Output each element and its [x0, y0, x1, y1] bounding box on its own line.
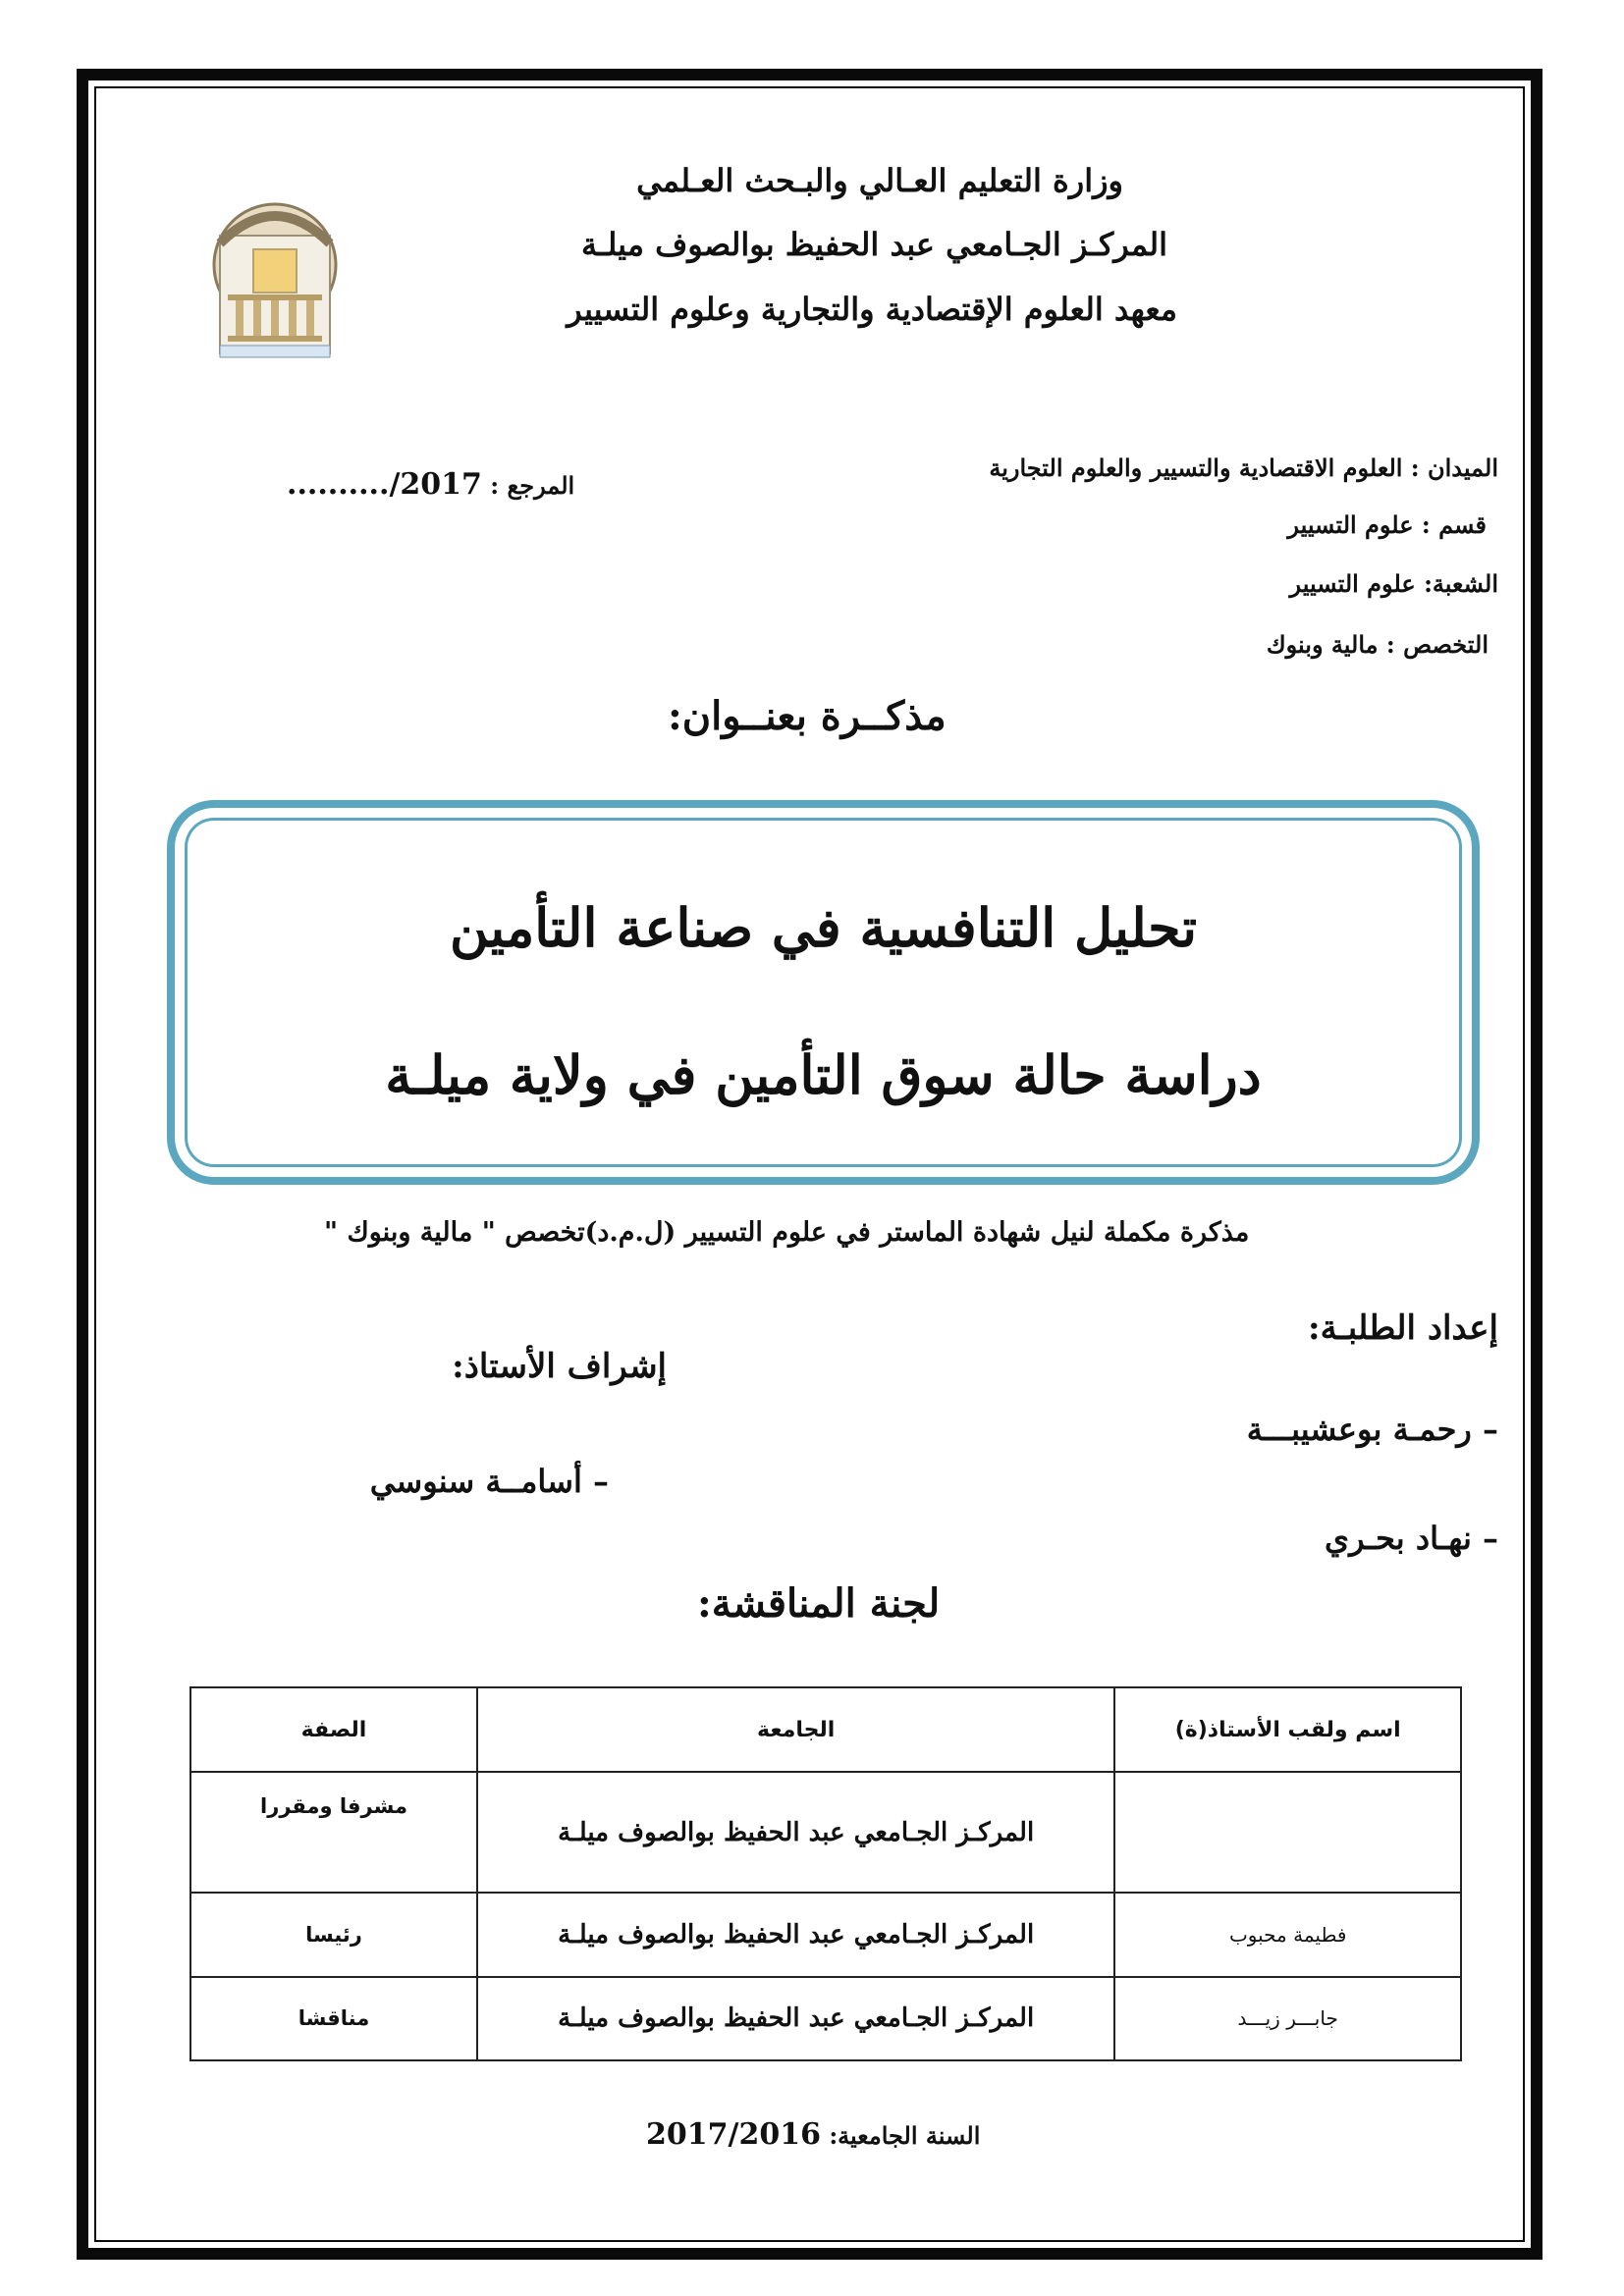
thesis-title: تحليل التنافسية في صناعة التأمين — [449, 896, 1197, 959]
header-university: الجامعة — [477, 1687, 1114, 1772]
jury-role: مشرفا ومقررا — [190, 1772, 477, 1893]
jury-university: المركـز الجـامعي عبد الحفيظ بوالصوف ميلـة — [477, 1977, 1114, 2060]
department-line: قسم : علوم التسيير — [1287, 510, 1487, 539]
supervisor-name: – أسامــة سنوسي — [369, 1463, 609, 1500]
committee-heading: لجنة المناقشة: — [697, 1580, 941, 1627]
reference-value: ........../2017 — [287, 467, 482, 502]
title-box — [167, 800, 1480, 1185]
academic-year-value: 2017/2016 — [646, 2117, 821, 2152]
jury-table — [189, 1686, 1462, 2061]
jury-university: المركـز الجـامعي عبد الحفيظ بوالصوف ميلـة — [477, 1893, 1114, 1976]
jury-role: رئيسا — [190, 1893, 477, 1976]
academic-year — [646, 2117, 980, 2152]
table-row — [190, 1772, 1461, 1893]
jury-role: مناقشا — [190, 1977, 477, 2060]
table-row — [190, 1977, 1461, 2060]
field-line: الميدان : العلوم الاقتصادية والتسيير والعلوم التجارية — [989, 454, 1498, 482]
degree-statement: مذكرة مكملة لنيل شهادة الماستر في علوم التسيير (ل.م.د)تخصص " مالية وبنوك " — [324, 1217, 1250, 1248]
supervisor-label: إشراف الأستاذ: — [452, 1347, 667, 1386]
students-label: إعداد الطلبـة: — [1308, 1308, 1498, 1348]
jury-university: المركـز الجـامعي عبد الحفيظ بوالصوف ميلـة — [477, 1772, 1114, 1893]
academic-year-label: السنة الجامعية: — [829, 2121, 981, 2150]
student-name-2: – نهـاد بحـري — [1325, 1520, 1498, 1557]
jury-name — [1114, 1772, 1461, 1893]
reference-label: المرجع : — [490, 471, 575, 500]
header-name: اسم ولقب الأستاذ(ة) — [1114, 1687, 1461, 1772]
university-emblem-icon — [206, 196, 344, 363]
reference-line — [287, 467, 574, 502]
branch-line: الشعبة: علوم التسيير — [1289, 569, 1498, 598]
university-name: المركـز الجـامعي عبد الحفيظ بوالصوف ميلـة — [581, 226, 1167, 263]
table-header-row — [190, 1687, 1461, 1772]
jury-name: جابـــر زيـــد — [1114, 1977, 1461, 2060]
specialty-line: التخصص : مالية وبنوك — [1266, 630, 1489, 659]
institute-name: معهد العلوم الإقتصادية والتجارية وعلوم التسيير — [567, 291, 1177, 328]
table-row — [190, 1893, 1461, 1976]
header-role: الصفة — [190, 1687, 477, 1772]
ministry-name: وزارة التعليم العـالي والبـحث العـلمي — [636, 162, 1123, 199]
memo-heading: مذكــرة بعنــوان: — [668, 693, 947, 739]
thesis-subtitle: دراسة حالة سوق التأمين في ولاية ميلـة — [385, 1043, 1262, 1106]
student-name-1: – رحمـة بوعشيبـــة — [1246, 1411, 1498, 1448]
jury-name: فطيمة محبوب — [1114, 1893, 1461, 1976]
